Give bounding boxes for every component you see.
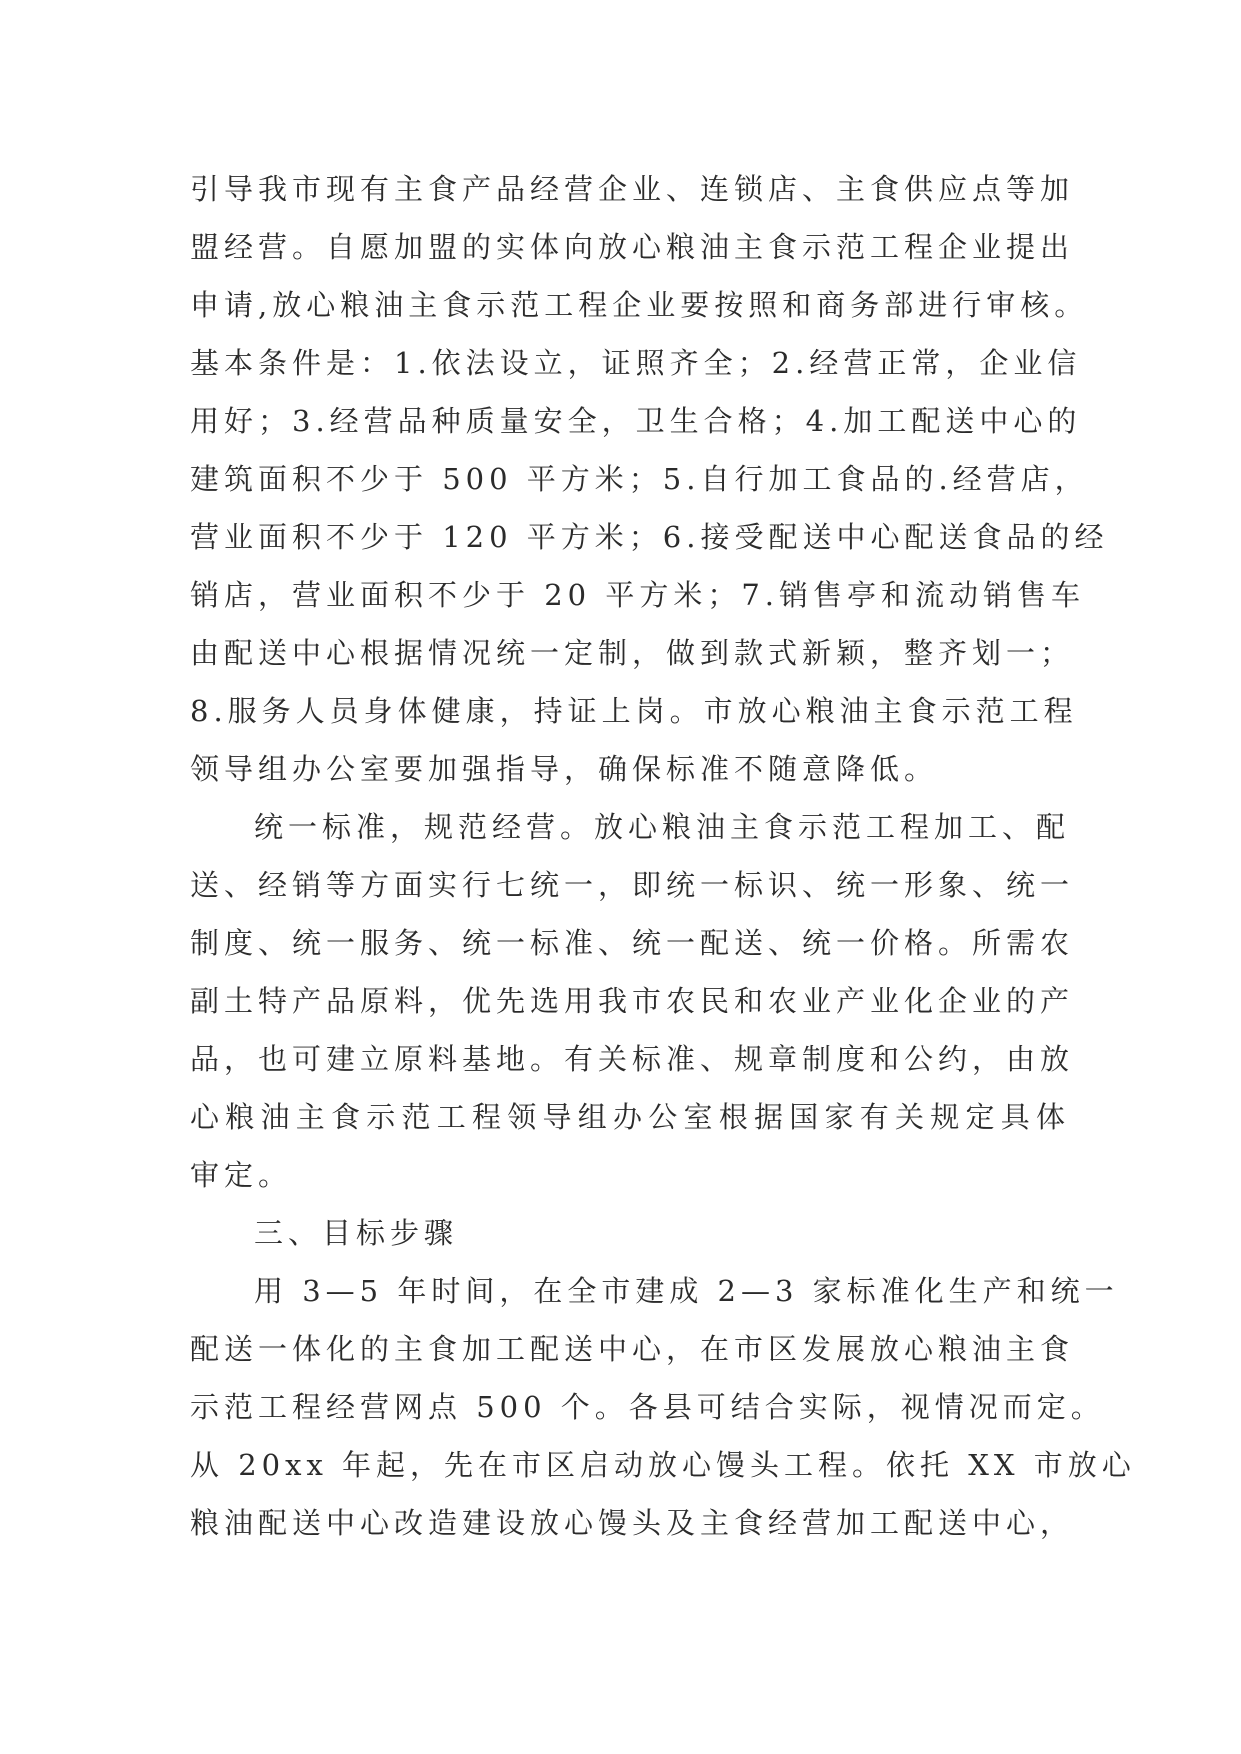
text-line: 审定。 [190, 1158, 293, 1192]
text-line: 用好；3.经营品种质量安全，卫生合格；4.加工配送中心的 [190, 404, 1082, 438]
paragraph [190, 798, 1075, 1204]
text-line: 副土特产品原料，优先选用我市农民和农业产业化企业的产 [190, 984, 1075, 1018]
text-line: 配送一体化的主食加工配送中心，在市区发展放心粮油主食 [190, 1332, 1075, 1366]
text-line: 基本条件是：1.依法设立，证照齐全；2.经营正常，企业信 [190, 346, 1082, 380]
text-line: 8.服务人员身体健康，持证上岗。市放心粮油主食示范工程 [190, 694, 1078, 728]
text-line: 申请,放心粮油主食示范工程企业要按照和商务部进行审核。 [190, 288, 1089, 322]
text-line: 制度、统一服务、统一标准、统一配送、统一价格。所需农 [190, 926, 1075, 960]
paragraph [190, 160, 1109, 798]
text-line: 粮油配送中心改造建设放心馒头及主食经营加工配送中心， [190, 1506, 1075, 1540]
document-page [190, 160, 1136, 1552]
text-line: 销店，营业面积不少于 20 平方米；7.销售亭和流动销售车 [190, 578, 1086, 612]
text-line: 盟经营。自愿加盟的实体向放心粮油主食示范工程企业提出 [190, 230, 1075, 264]
text-line: 从 20xx 年起，先在市区启动放心馒头工程。依托 XX 市放心 [190, 1448, 1136, 1482]
text-line: 引导我市现有主食产品经营企业、连锁店、主食供应点等加 [190, 172, 1075, 206]
text-line: 营业面积不少于 120 平方米；6.接受配送中心配送食品的经 [190, 520, 1109, 554]
text-line: 建筑面积不少于 500 平方米；5.自行加工食品的.经营店， [190, 462, 1089, 496]
paragraph [190, 1204, 1070, 1262]
paragraph [190, 1262, 1136, 1552]
text-line: 品，也可建立原料基地。有关标准、规章制度和公约，由放 [190, 1042, 1075, 1076]
text-line: 心粮油主食示范工程领导组办公室根据国家有关规定具体 [190, 1100, 1070, 1134]
text-line: 三、目标步骤 [254, 1216, 459, 1250]
text-line: 领导组办公室要加强指导，确保标准不随意降低。 [190, 752, 939, 786]
text-line: 统一标准，规范经营。放心粮油主食示范工程加工、配 [254, 810, 1071, 844]
text-line: 示范工程经营网点 500 个。各县可结合实际，视情况而定。 [190, 1390, 1105, 1424]
text-line: 由配送中心根据情况统一定制，做到款式新颖，整齐划一； [190, 636, 1075, 670]
text-line: 送、经销等方面实行七统一，即统一标识、统一形象、统一 [190, 868, 1075, 902]
text-line: 用 3—5 年时间，在全市建成 2—3 家标准化生产和统一 [254, 1274, 1119, 1308]
